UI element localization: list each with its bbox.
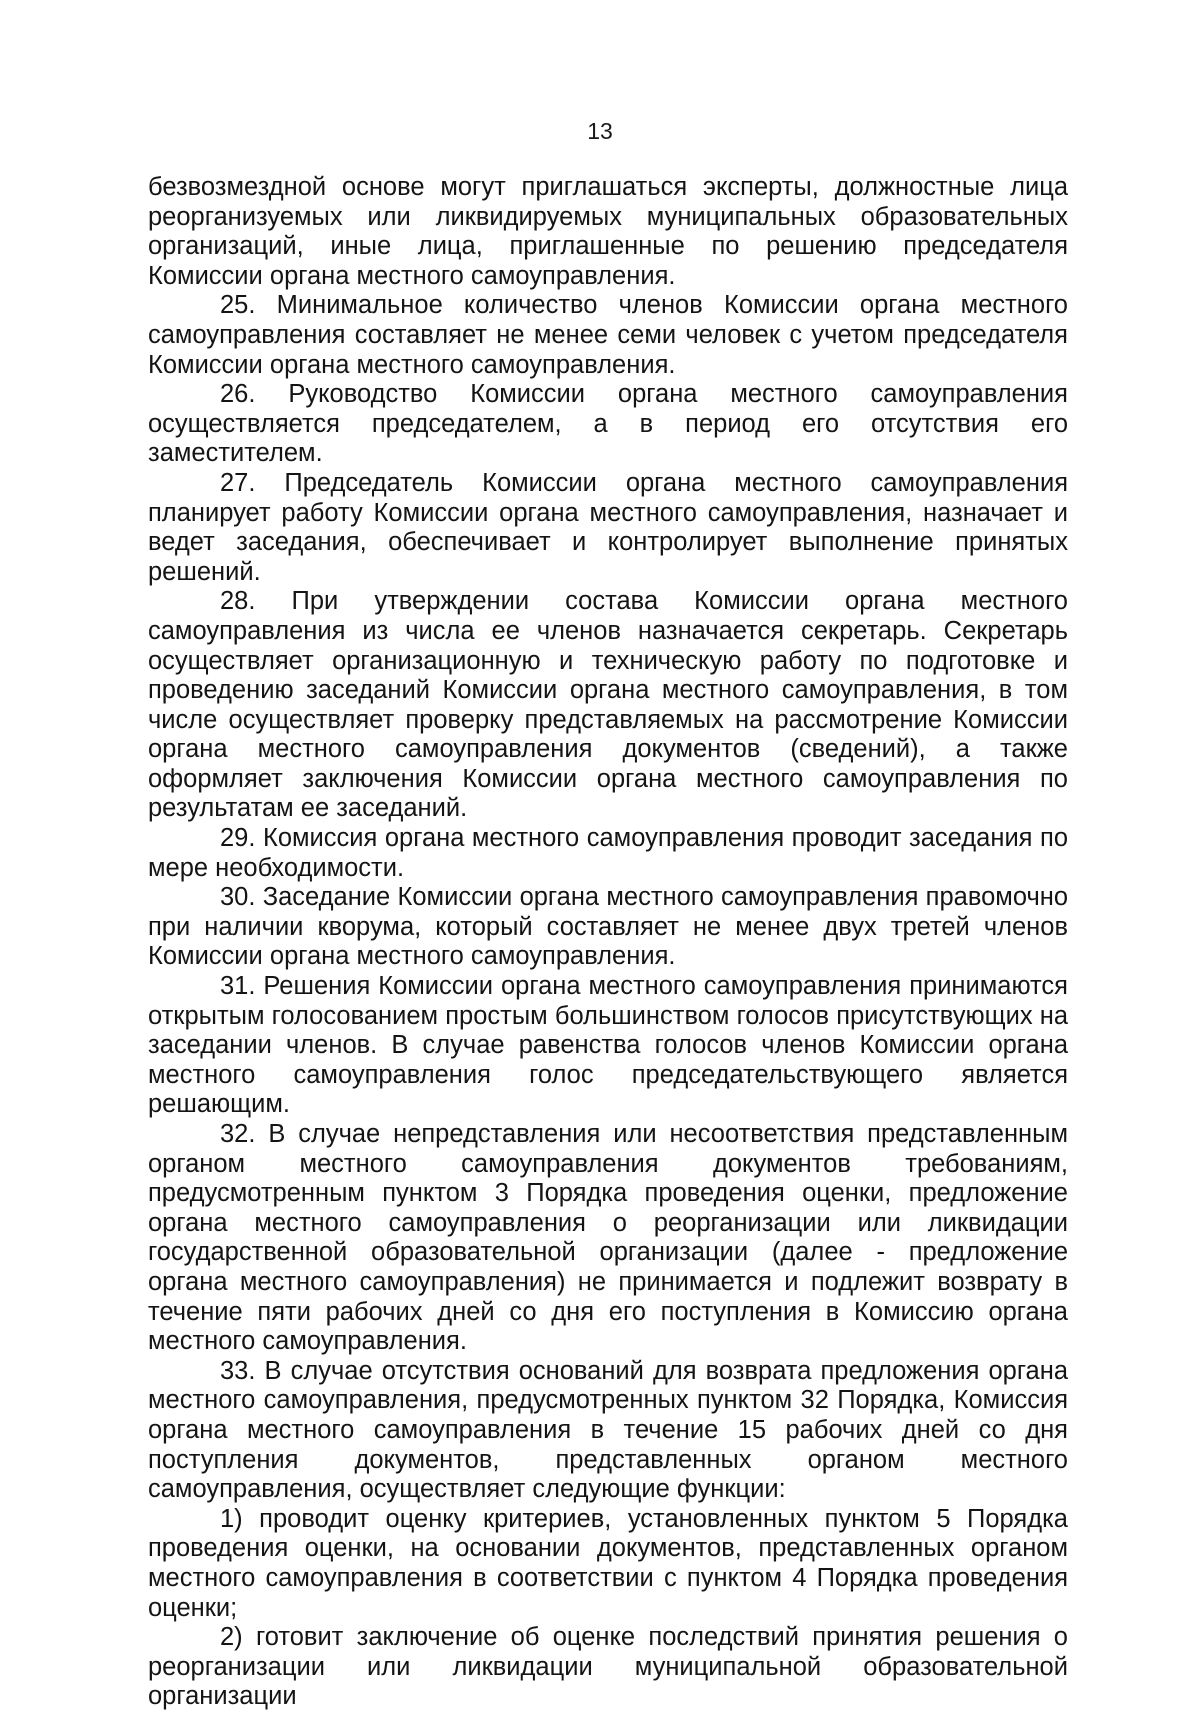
paragraph: 33. В случае отсутствия оснований для возврата предложения органа местного самоуправления, предусмотренных пунктом 32 Порядка, Комиссия органа местного самоуправления в течение 15 рабочих дней со дня поступления документов, представленных органом местного самоуправления, осуществляет следующие функции: — [148, 1356, 1068, 1504]
paragraph: 29. Комиссия органа местного самоуправления проводит заседания по мере необходимости. — [148, 824, 1068, 882]
paragraph: 31. Решения Комиссии органа местного самоуправления принимаются открытым голосованием простым большинством голосов присутствующих на заседании членов. В случае равенства голосов членов Комиссии органа местного самоуправления голос председательствующего является решающим. — [148, 972, 1068, 1119]
paragraph: 2) готовит заключение об оценке последствий принятия решения о реорганизации или ликвидации муниципальной образовательной организации — [148, 1623, 1068, 1711]
paragraph: 26. Руководство Комиссии органа местного самоуправления осуществляется председателем, а в период его отсутствия его заместителем. — [148, 380, 1068, 468]
paragraph: 32. В случае непредставления или несоответствия представленным органом местного самоуправления документов требованиям, предусмотренным пунктом 3 Порядка проведения оценки, предложение органа местного самоуправления о реорганизации или ликвидации государственной образовательной организации (далее - предложение органа местного самоуправления) не принимается и подлежит возврату в течение пяти рабочих дней со дня его поступления в Комиссию органа местного самоуправления. — [148, 1120, 1068, 1356]
page-number: 13 — [587, 118, 613, 144]
paragraph: безвозмездной основе могут приглашаться эксперты, должностные лица реорганизуемых или ликвидируемых муниципальных образовательных организаций, иные лица, приглашенные по решению председателя Комиссии органа местного самоуправления. — [148, 173, 1068, 290]
document-body — [148, 173, 1068, 1712]
paragraph: 28. При утверждении состава Комиссии органа местного самоуправления из числа ее членов назначается секретарь. Секретарь осуществляет организационную и техническую работу по подготовке и проведению заседаний Комиссии органа местного самоуправления, в том числе осуществляет проверку представляемых на рассмотрение Комиссии органа местного самоуправления документов (сведений), а также оформляет заключения Комиссии органа местного самоуправления по результатам ее заседаний. — [148, 587, 1068, 823]
paragraph: 27. Председатель Комиссии органа местного самоуправления планирует работу Комиссии органа местного самоуправления, назначает и ведет заседания, обеспечивает и контролирует выполнение принятых решений. — [148, 468, 1068, 586]
paragraph: 25. Минимальное количество членов Комиссии органа местного самоуправления составляет не менее семи человек с учетом председателя Комиссии органа местного самоуправления. — [148, 291, 1068, 379]
paragraph: 30. Заседание Комиссии органа местного самоуправления правомочно при наличии кворума, который составляет не менее двух третей членов Комиссии органа местного самоуправления. — [148, 883, 1068, 971]
paragraph: 1) проводит оценку критериев, установленных пунктом 5 Порядка проведения оценки, на основании документов, представленных органом местного самоуправления в соответствии с пунктом 4 Порядка проведения оценки; — [148, 1504, 1068, 1622]
